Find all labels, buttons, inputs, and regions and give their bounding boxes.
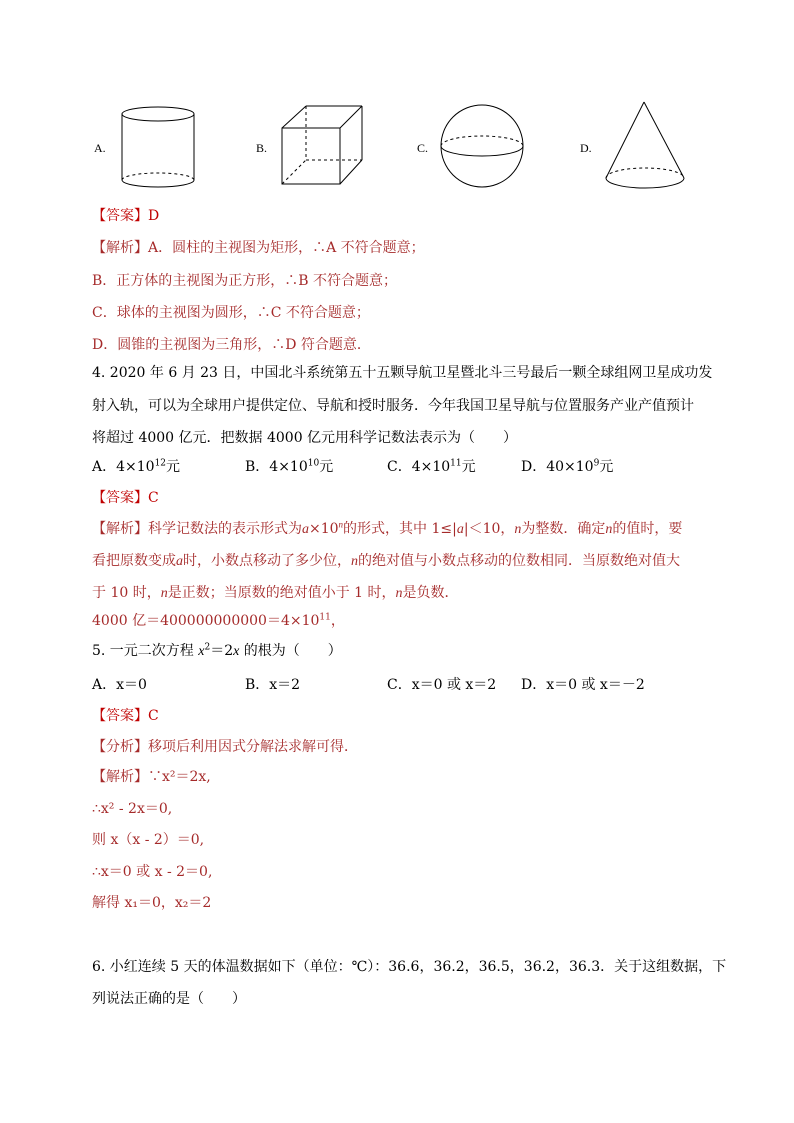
q3-answer <box>92 205 159 225</box>
t: 科学记数法的表示形式为 <box>148 521 302 537</box>
q4-stem-line-1: 4. 2020 年 6 月 23 日，中国北斗系统第五十五颗导航卫星暨北斗三号最后一颗全球组网卫星成功发 <box>92 365 713 381</box>
t: a <box>176 554 183 569</box>
t: a <box>302 522 309 537</box>
option-unit: 元 <box>461 459 476 475</box>
t: 4000 亿＝400000000000＝4×10 <box>92 613 320 629</box>
q3-analysis-line-1 <box>92 237 425 257</box>
answer-tag: 【答案】 <box>92 708 148 724</box>
q5-analysis-line-4: ∴x＝0 或 x - 2＝0, <box>92 864 213 880</box>
t: |＜10， <box>463 521 515 537</box>
q5-analysis-line-2: ∴x² - 2x＝0, <box>92 801 173 817</box>
t: 看把原数变成 <box>92 553 176 569</box>
option-d-label: D. <box>580 141 592 155</box>
q4-analysis-line-3 <box>92 582 459 602</box>
q4-answer <box>92 487 159 507</box>
t: 为整数．确定 <box>521 521 606 537</box>
analysis-step: ∵x²＝2x, <box>148 769 211 785</box>
option-c-label: C. <box>417 141 429 155</box>
t: 是正数；当原数的绝对值小于 1 时， <box>167 585 396 601</box>
q6-stem-line-2: 列说法正确的是（ ） <box>92 991 246 1007</box>
q3-analysis-line-4: D．圆锥的主视图为三角形，∴D 符合题意． <box>92 337 371 353</box>
t: n <box>514 522 522 537</box>
t: 是负数． <box>402 585 459 601</box>
t: 的绝对值与小数点移动的位数相同．当原数绝对值大 <box>358 553 680 569</box>
fenxi-text: 移项后利用因式分解法求解可得． <box>148 739 358 755</box>
q5-analysis-line-3: 则 x（x - 2）＝0, <box>92 832 205 848</box>
q4-stem-line-3: 将超过 4000 亿元．把数据 4000 亿元用科学记数法表示为（ ） <box>92 430 518 446</box>
t: 的形式，其中 1≤| <box>343 521 457 537</box>
cube-icon <box>280 104 370 194</box>
q4-option-d[interactable] <box>521 456 613 476</box>
option-exp: 10 <box>307 458 320 469</box>
t: 的值时，要 <box>612 521 683 537</box>
option-label: B．4×10 <box>245 459 308 475</box>
option-label: D．40×10 <box>521 459 594 475</box>
t: ， <box>330 613 345 629</box>
q4-stem-line-2: 射入轨，可以为全球用户提供定位、导航和授时服务．今年我国卫星导航与位置服务产业产值预计 <box>92 398 694 414</box>
q5-stem <box>92 640 342 660</box>
q5-analysis-line-5: 解得 x₁＝0，x₂＝2 <box>92 895 212 911</box>
answer-value: C <box>148 708 159 724</box>
t: 的根为（ ） <box>239 643 342 659</box>
analysis-tag: 【解析】 <box>92 521 148 537</box>
q6-stem-line-1: 6. 小红连续 5 天的体温数据如下（单位：℃）：36.6，36.2，36.5，36.2，36.3．关于这组数据，下 <box>92 959 727 975</box>
cylinder-icon <box>120 102 210 192</box>
q5-fenxi <box>92 736 358 756</box>
q5-answer <box>92 705 159 725</box>
option-label: C．4×10 <box>387 459 451 475</box>
fenxi-tag: 【分析】 <box>92 739 148 755</box>
t: n <box>605 522 613 537</box>
q4-option-a[interactable] <box>92 456 180 476</box>
answer-value: C <box>148 490 159 506</box>
q4-option-b[interactable] <box>245 456 333 476</box>
q5-analysis-line-1 <box>92 766 211 786</box>
analysis-tag: 【解析】 <box>92 240 148 256</box>
t: n <box>338 519 344 530</box>
sphere-icon <box>440 104 530 194</box>
option-b-label: B. <box>256 141 268 155</box>
t: 11 <box>319 612 331 623</box>
option-exp: 11 <box>450 458 462 469</box>
q4-analysis-line-4 <box>92 610 345 630</box>
t: x <box>198 644 205 659</box>
q3-analysis-line-2: B．正方体的主视图为正方形，∴B 不符合题意； <box>92 273 398 289</box>
q4-analysis-line-1 <box>92 518 682 538</box>
q4-option-c[interactable] <box>387 456 476 476</box>
answer-tag: 【答案】 <box>92 208 148 224</box>
option-exp: 9 <box>593 458 600 469</box>
option-label: A．4×10 <box>92 459 155 475</box>
q4-analysis-line-2 <box>92 550 680 570</box>
q3-analysis-line-3: C．球体的主视图为圆形，∴C 不符合题意； <box>92 305 370 321</box>
t: 5. 一元二次方程 <box>92 643 199 659</box>
analysis-text: A．圆柱的主视图为矩形，∴A 不符合题意； <box>148 240 425 256</box>
t: 于 10 时， <box>92 585 161 601</box>
option-exp: 12 <box>154 458 167 469</box>
t: 2 <box>204 642 211 653</box>
answer-tag: 【答案】 <box>92 490 148 506</box>
analysis-tag: 【解析】 <box>92 769 148 785</box>
answer-value: D <box>148 208 160 224</box>
t: n <box>395 586 403 601</box>
option-unit: 元 <box>599 459 614 475</box>
option-unit: 元 <box>166 459 181 475</box>
t: n <box>351 554 358 569</box>
q5-option-c[interactable]: C．x＝0 或 x＝2 <box>387 677 497 693</box>
t: x <box>233 644 240 659</box>
t: ×10 <box>309 521 339 537</box>
option-unit: 元 <box>319 459 334 475</box>
t: n <box>160 586 168 601</box>
q5-option-b[interactable]: B．x＝2 <box>245 677 301 693</box>
t: 时，小数点移动了多少位， <box>183 553 351 569</box>
t: a <box>456 522 464 537</box>
q5-option-a[interactable]: A．x＝0 <box>92 677 147 693</box>
t: ＝2 <box>210 643 234 659</box>
option-a-label: A. <box>94 141 106 155</box>
q5-option-d[interactable]: D．x＝0 或 x＝－2 <box>521 677 645 693</box>
cone-icon <box>604 100 694 200</box>
